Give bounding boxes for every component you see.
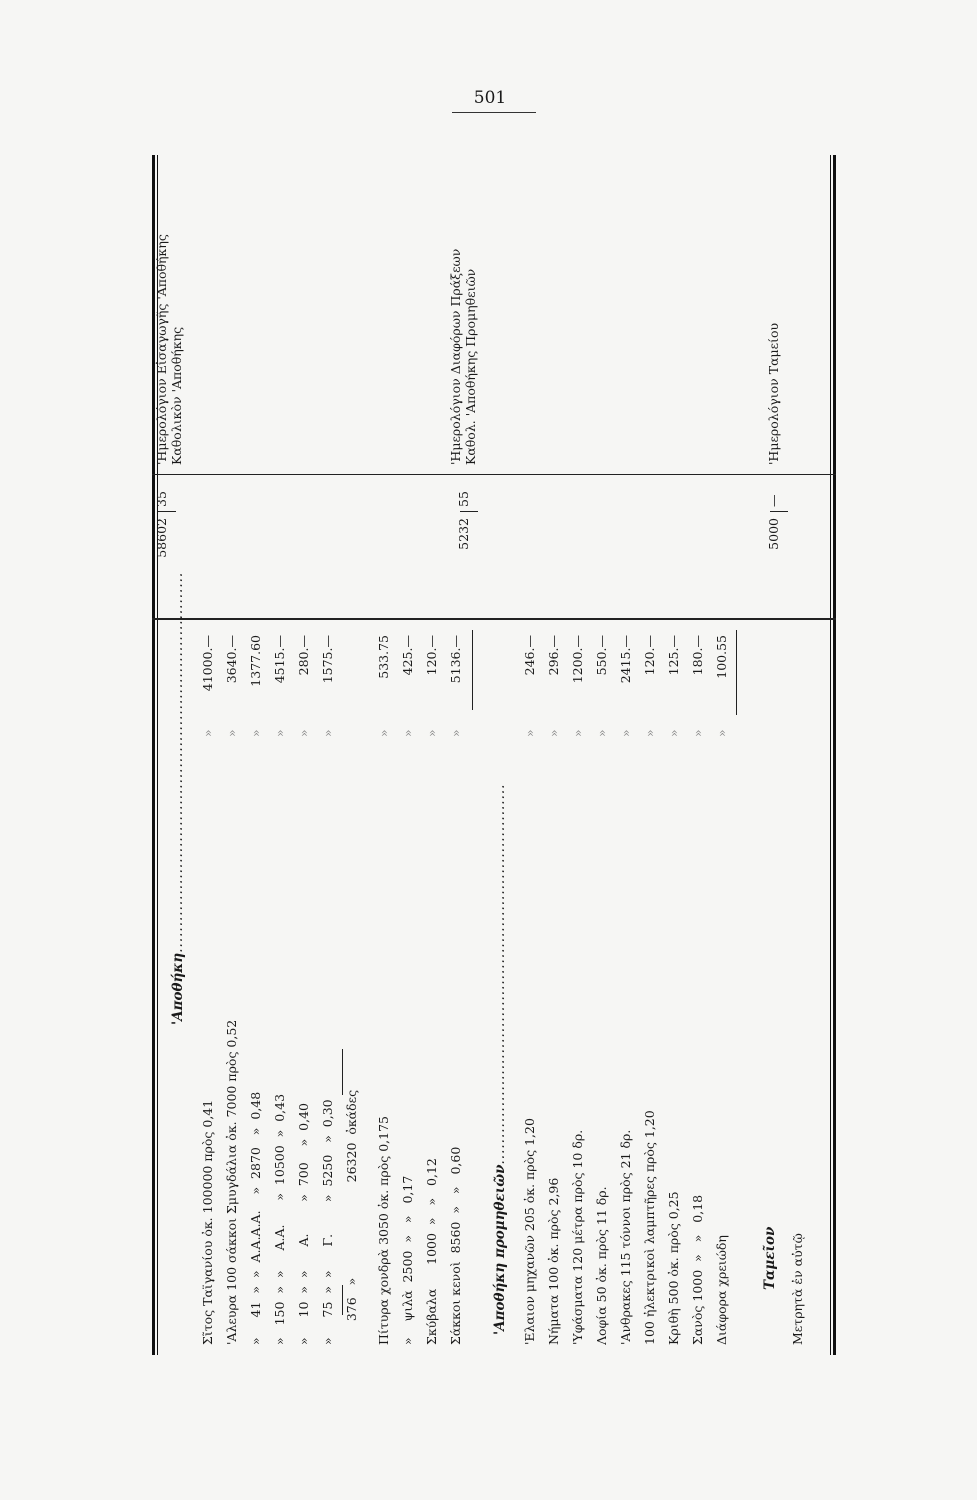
list-item: » 75 » » Γ. » 5250 » 0,30 » 1575.—	[320, 635, 335, 1345]
list-item: » 150 » » Α.Α. » 10500 » 0,43 » 4515.—	[272, 635, 287, 1345]
list-item: Νήματα 100 ὀκ. πρὸς 2,96 » 296.—	[546, 635, 561, 1345]
cents-divider-1	[158, 511, 176, 512]
section-heading: Ταμεῖον	[762, 1226, 778, 1290]
list-item: Κριθὴ 500 ὀκ. πρὸς 0,25 » 125.—	[666, 635, 681, 1345]
list-item: 'Ελαιον μηχανῶν 205 ὀκ. πρὸς 1,20 » 246.—	[522, 635, 537, 1345]
list-item: » ψιλὰ 2500 » » 0,17 » 425.—	[400, 635, 415, 1345]
list-item: 376 » 26320 ὀκάδες	[344, 1089, 359, 1345]
page-number: 501	[473, 88, 507, 108]
bottom-rule	[833, 155, 836, 1355]
sum-rule	[472, 630, 473, 710]
bottom-rule-thin	[830, 155, 831, 1355]
list-item: Σάκκοι κενοὶ 8560 » » 0,60 » 5136.—	[448, 635, 463, 1345]
section-total-cents: 35	[154, 491, 169, 507]
list-item: 'Υφάσματα 120 μέτρα πρὸς 10 δρ. » 1200.—	[570, 635, 585, 1345]
section-total: 58602	[154, 518, 169, 558]
list-item: Μετρητὰ ἐν αὐτῷ	[790, 1233, 805, 1345]
list-item: Λοφία 50 ὀκ. πρὸς 11 δρ. » 550.—	[594, 635, 609, 1345]
sum-rule	[342, 1049, 343, 1095]
list-item: Πίτυρα χονδρὰ 3050 ὀκ. πρὸς 0,175 » 533.75	[376, 635, 391, 1345]
list-item: » 41 » » Α.Α.Α.Α. » 2870 » 0,48 » 1377.60	[248, 635, 263, 1345]
cents-divider-3	[770, 511, 788, 512]
list-item: 'Ανθρακες 115 τόννοι πρὸς 21 δρ. » 2415.—	[618, 635, 633, 1345]
section-total: 5232	[456, 518, 471, 550]
section-total-cents: 55	[456, 491, 471, 507]
list-item: 'Αλευρα 100 σάκκοι Σμυγδάλια ὀκ. 7000 πρὸς 0,52 » 3640.—	[224, 635, 239, 1345]
sum-rule	[736, 630, 737, 715]
sum-rule	[342, 1285, 343, 1315]
list-item: 100 ἠλεκτρικοὶ λαμπτῆρες πρὸς 1,20 » 120.—	[642, 635, 657, 1345]
section-total-cents: —	[766, 494, 781, 507]
section-source: 'Ημερολόγιον Διαφόρων Πράξεων Καθολ. 'Αποθήκης Προμηθειῶν	[448, 248, 478, 465]
section-source: 'Ημερολόγιον Εἰσαγωγῆς 'Αποθήκης Καθολικὸν 'Αποθήκης	[154, 234, 184, 465]
section-total: 5000	[766, 518, 781, 550]
section-heading: 'Αποθήκη........................................................................	[170, 571, 186, 1025]
list-item: » 10 » » Α. » 700 » 0,40 » 280.—	[296, 635, 311, 1345]
section-source: 'Ημερολόγιον Ταμείου	[766, 322, 781, 465]
ledger-table	[130, 155, 850, 1355]
list-item: Σανὸς 1000 » » 0,18 » 180.—	[690, 635, 705, 1345]
page-number-rule	[452, 112, 536, 113]
list-item: Σῖτος Ταϊγανίου ὀκ. 100000 πρὸς 0,41 » 41000.—	[200, 635, 215, 1345]
list-item: Διάφορα χρειώδη » 100.55	[714, 635, 729, 1345]
list-item: Σκύβαλα 1000 » » 0,12 » 120.—	[424, 635, 439, 1345]
section-heading: 'Αποθήκη προμηθειῶν........................................................................	[492, 783, 508, 1335]
